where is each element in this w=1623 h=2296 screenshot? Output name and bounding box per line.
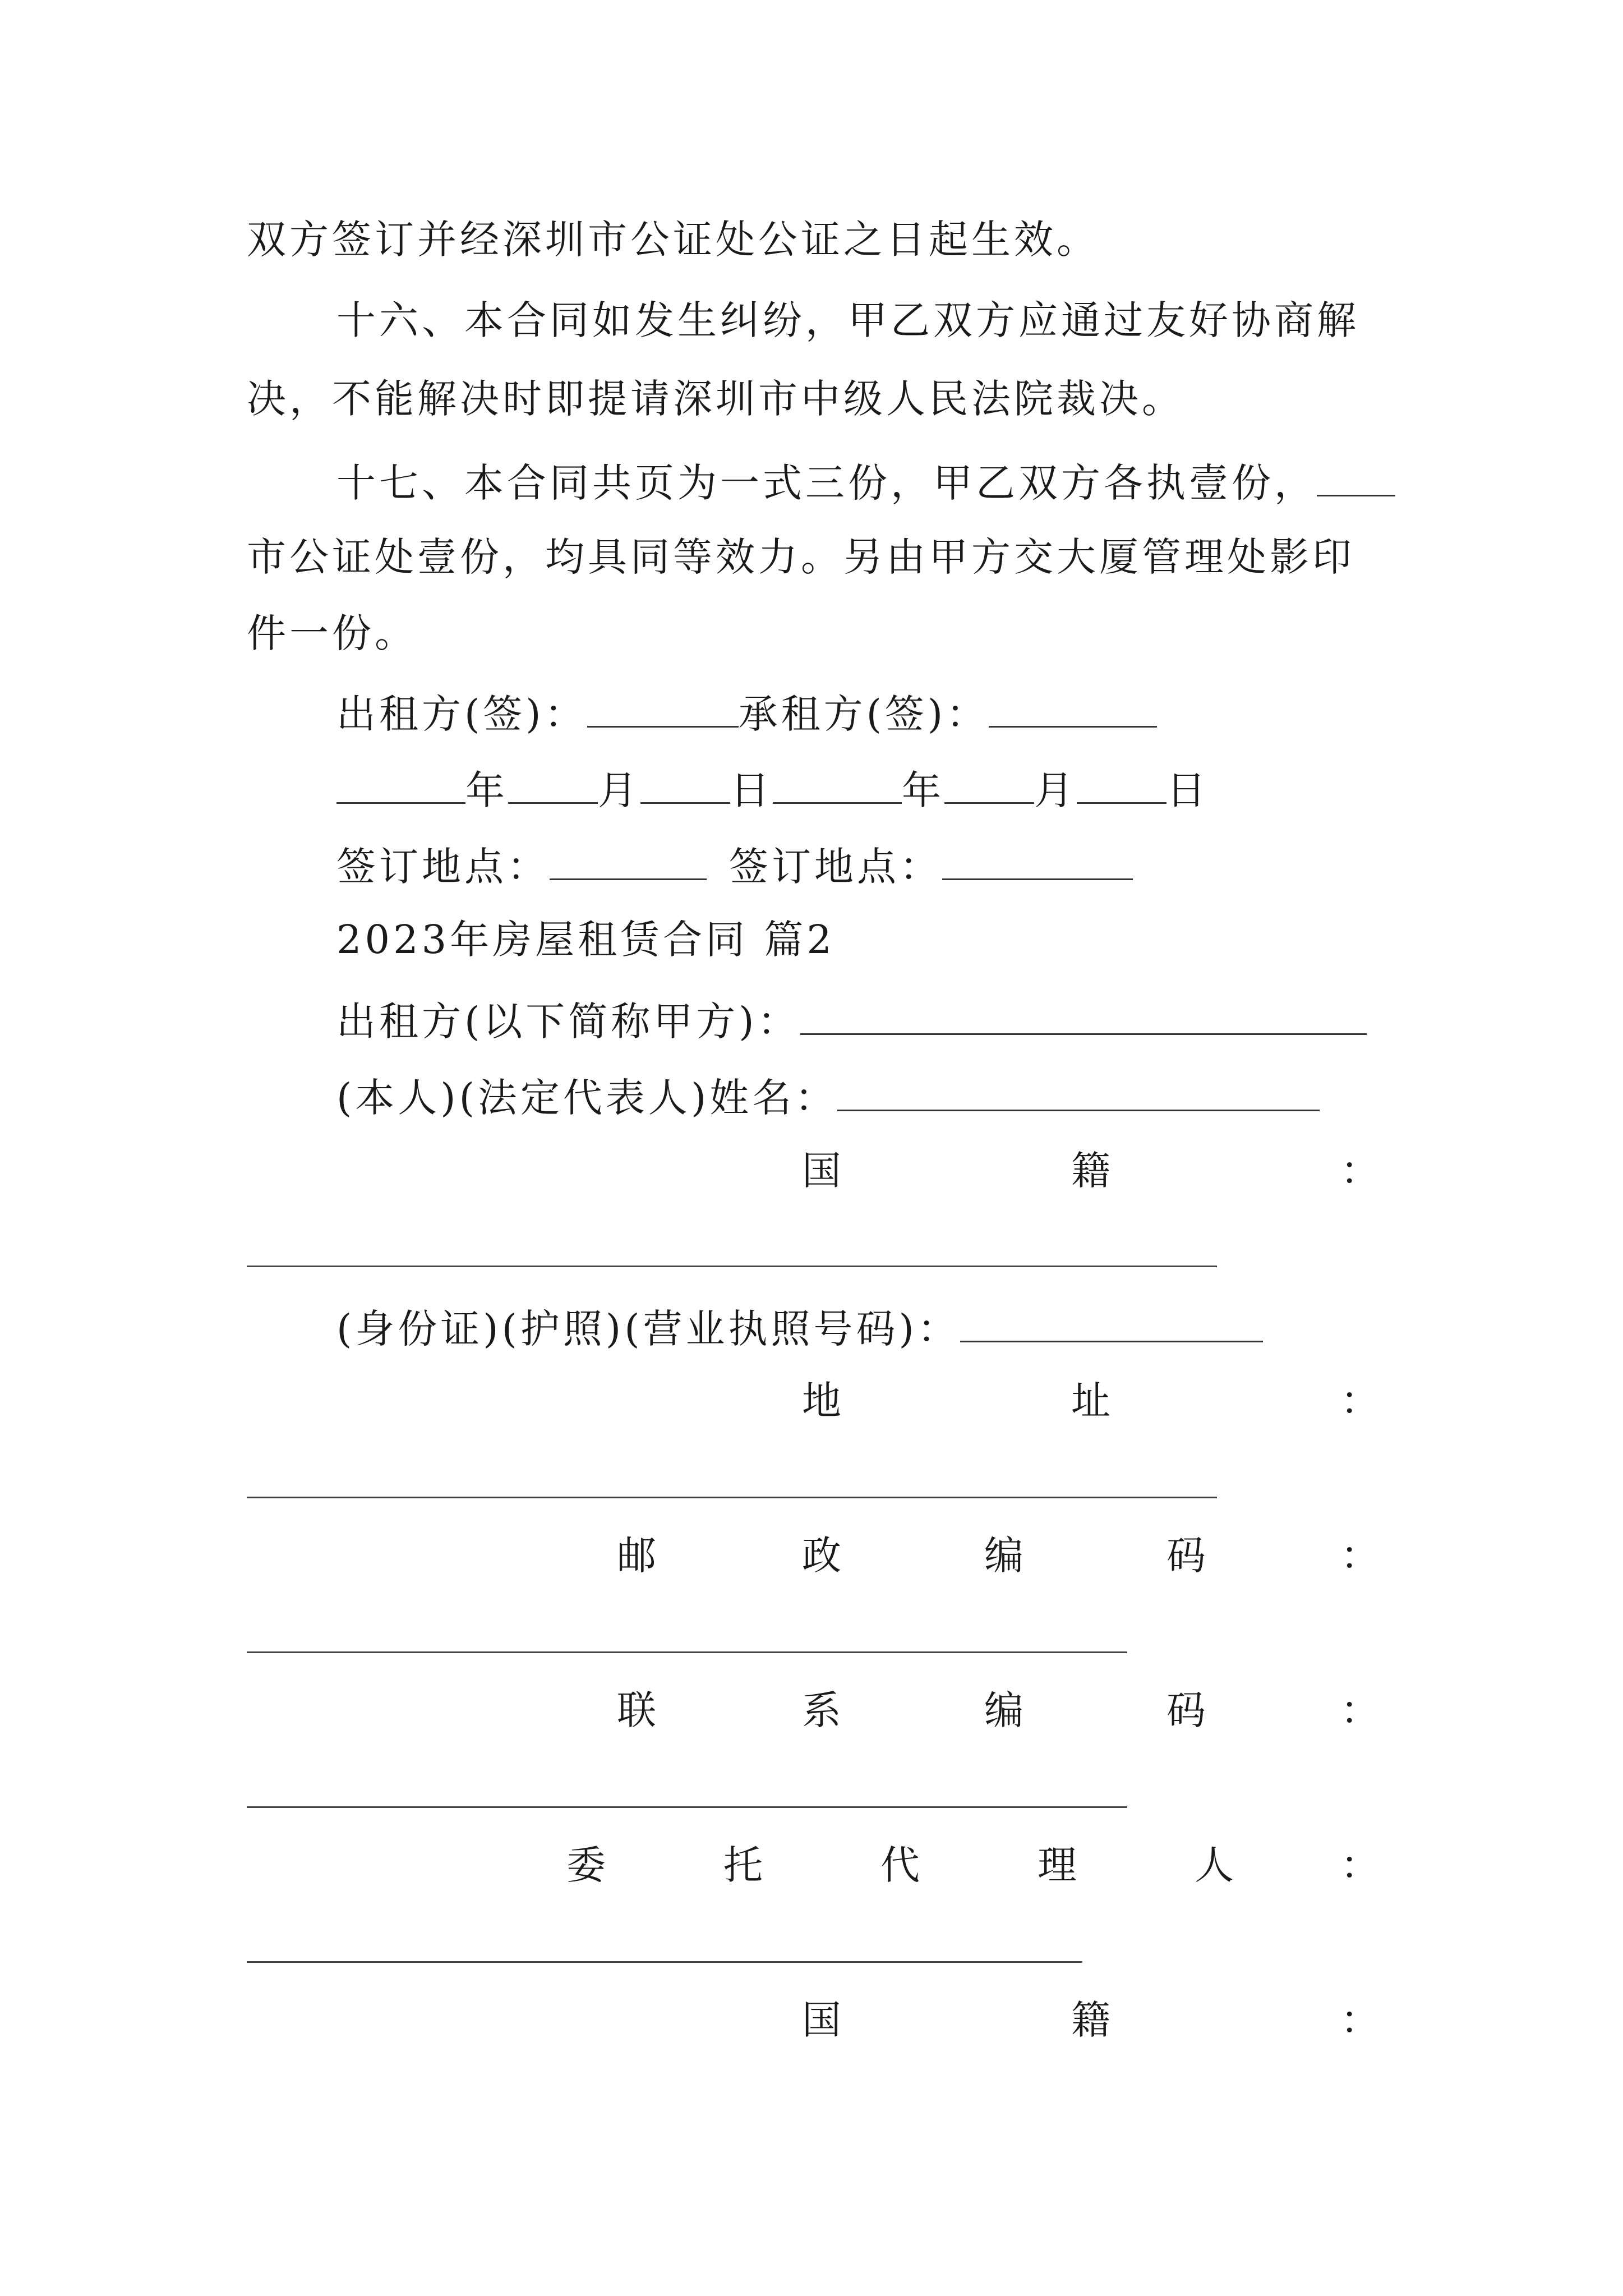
text-line: 市公证处壹份，均具同等效力。另由甲方交大厦管理处影印 — [247, 534, 1355, 580]
contact-label: 联 — [617, 1687, 656, 1733]
month-field[interactable] — [508, 766, 598, 804]
date-row — [336, 766, 1209, 813]
day-field[interactable] — [1077, 766, 1166, 804]
nationality-label: 国 — [802, 1148, 841, 1194]
contact-label: 编 — [984, 1687, 1023, 1733]
month-label: 月 — [598, 767, 640, 813]
lessor-sign-label: 出租方(签)： — [336, 691, 587, 737]
section-heading: 2023年房屋租赁合同 篇2 — [336, 917, 835, 963]
agent-label: 理 — [1038, 1842, 1077, 1888]
address-field[interactable] — [247, 1497, 1217, 1498]
id-field[interactable] — [960, 1305, 1263, 1342]
month-field[interactable] — [944, 766, 1034, 804]
nationality-label: 国 — [802, 1997, 841, 2043]
address-label: 地 — [802, 1378, 841, 1424]
blank-field[interactable] — [1317, 459, 1395, 496]
sign-place-label: 签订地点： — [729, 844, 942, 890]
sign-place-field[interactable] — [550, 843, 707, 880]
postal-code-label: 邮 — [617, 1533, 656, 1579]
address-label: 址 — [1071, 1378, 1110, 1424]
colon: ： — [1340, 1378, 1380, 1424]
year-field[interactable] — [773, 766, 902, 804]
year-label: 年 — [902, 767, 944, 813]
colon: ： — [1340, 1148, 1380, 1194]
agent-label: 委 — [566, 1842, 606, 1888]
colon: ： — [1340, 1842, 1380, 1888]
agent-label: 人 — [1195, 1842, 1234, 1888]
nationality-label: 籍 — [1071, 1997, 1110, 2043]
month-label: 月 — [1034, 767, 1077, 813]
nationality-label: 籍 — [1071, 1148, 1110, 1194]
lessor-row — [336, 997, 1367, 1045]
sign-place-row — [336, 843, 1133, 890]
sign-place-label: 签订地点： — [336, 844, 550, 890]
rep-name-row — [336, 1074, 1320, 1121]
contact-field[interactable] — [247, 1806, 1127, 1808]
agent-label: 代 — [880, 1842, 920, 1888]
year-field[interactable] — [336, 766, 465, 804]
postal-code-label: 码 — [1166, 1533, 1206, 1579]
sign-place-field[interactable] — [942, 843, 1133, 880]
text-line: 决，不能解决时即提请深圳市中级人民法院裁决。 — [247, 376, 1184, 422]
lessee-sign-field[interactable] — [989, 690, 1157, 728]
contact-label: 码 — [1166, 1687, 1206, 1733]
lessor-label: 出租方(以下简称甲方)： — [336, 999, 800, 1045]
agent-label: 托 — [723, 1842, 763, 1888]
contact-label: 系 — [802, 1687, 841, 1733]
clause-16: 十六、本合同如发生纠纷，甲乙双方应通过友好协商解 — [336, 297, 1359, 343]
agent-field[interactable] — [247, 1961, 1082, 1963]
text-line: 件一份。 — [247, 610, 417, 656]
lessee-sign-label: 承租方(签)： — [738, 691, 989, 737]
clause-17-text: 十七、本合同共页为一式三份，甲乙双方各执壹份， — [336, 460, 1317, 506]
colon: ： — [1340, 1533, 1380, 1579]
lessor-field[interactable] — [800, 997, 1367, 1035]
rep-name-label: (本人)(法定代表人)姓名： — [336, 1075, 838, 1121]
nationality-field[interactable] — [247, 1266, 1217, 1267]
text-line: 双方签订并经深圳市公证处公证之日起生效。 — [247, 217, 1099, 263]
rep-name-field[interactable] — [837, 1074, 1320, 1111]
day-field[interactable] — [640, 766, 730, 804]
postal-code-label: 编 — [984, 1533, 1023, 1579]
year-label: 年 — [465, 767, 508, 813]
id-row — [336, 1305, 1263, 1352]
day-label: 日 — [1166, 767, 1209, 813]
postal-code-field[interactable] — [247, 1651, 1127, 1653]
clause-17 — [336, 459, 1395, 506]
lessor-sign-field[interactable] — [587, 690, 739, 728]
postal-code-label: 政 — [802, 1533, 841, 1579]
id-label: (身份证)(护照)(营业执照号码)： — [336, 1306, 960, 1352]
signature-row — [336, 690, 1157, 737]
day-label: 日 — [730, 767, 773, 813]
colon: ： — [1340, 1687, 1380, 1733]
colon: ： — [1340, 1997, 1380, 2043]
